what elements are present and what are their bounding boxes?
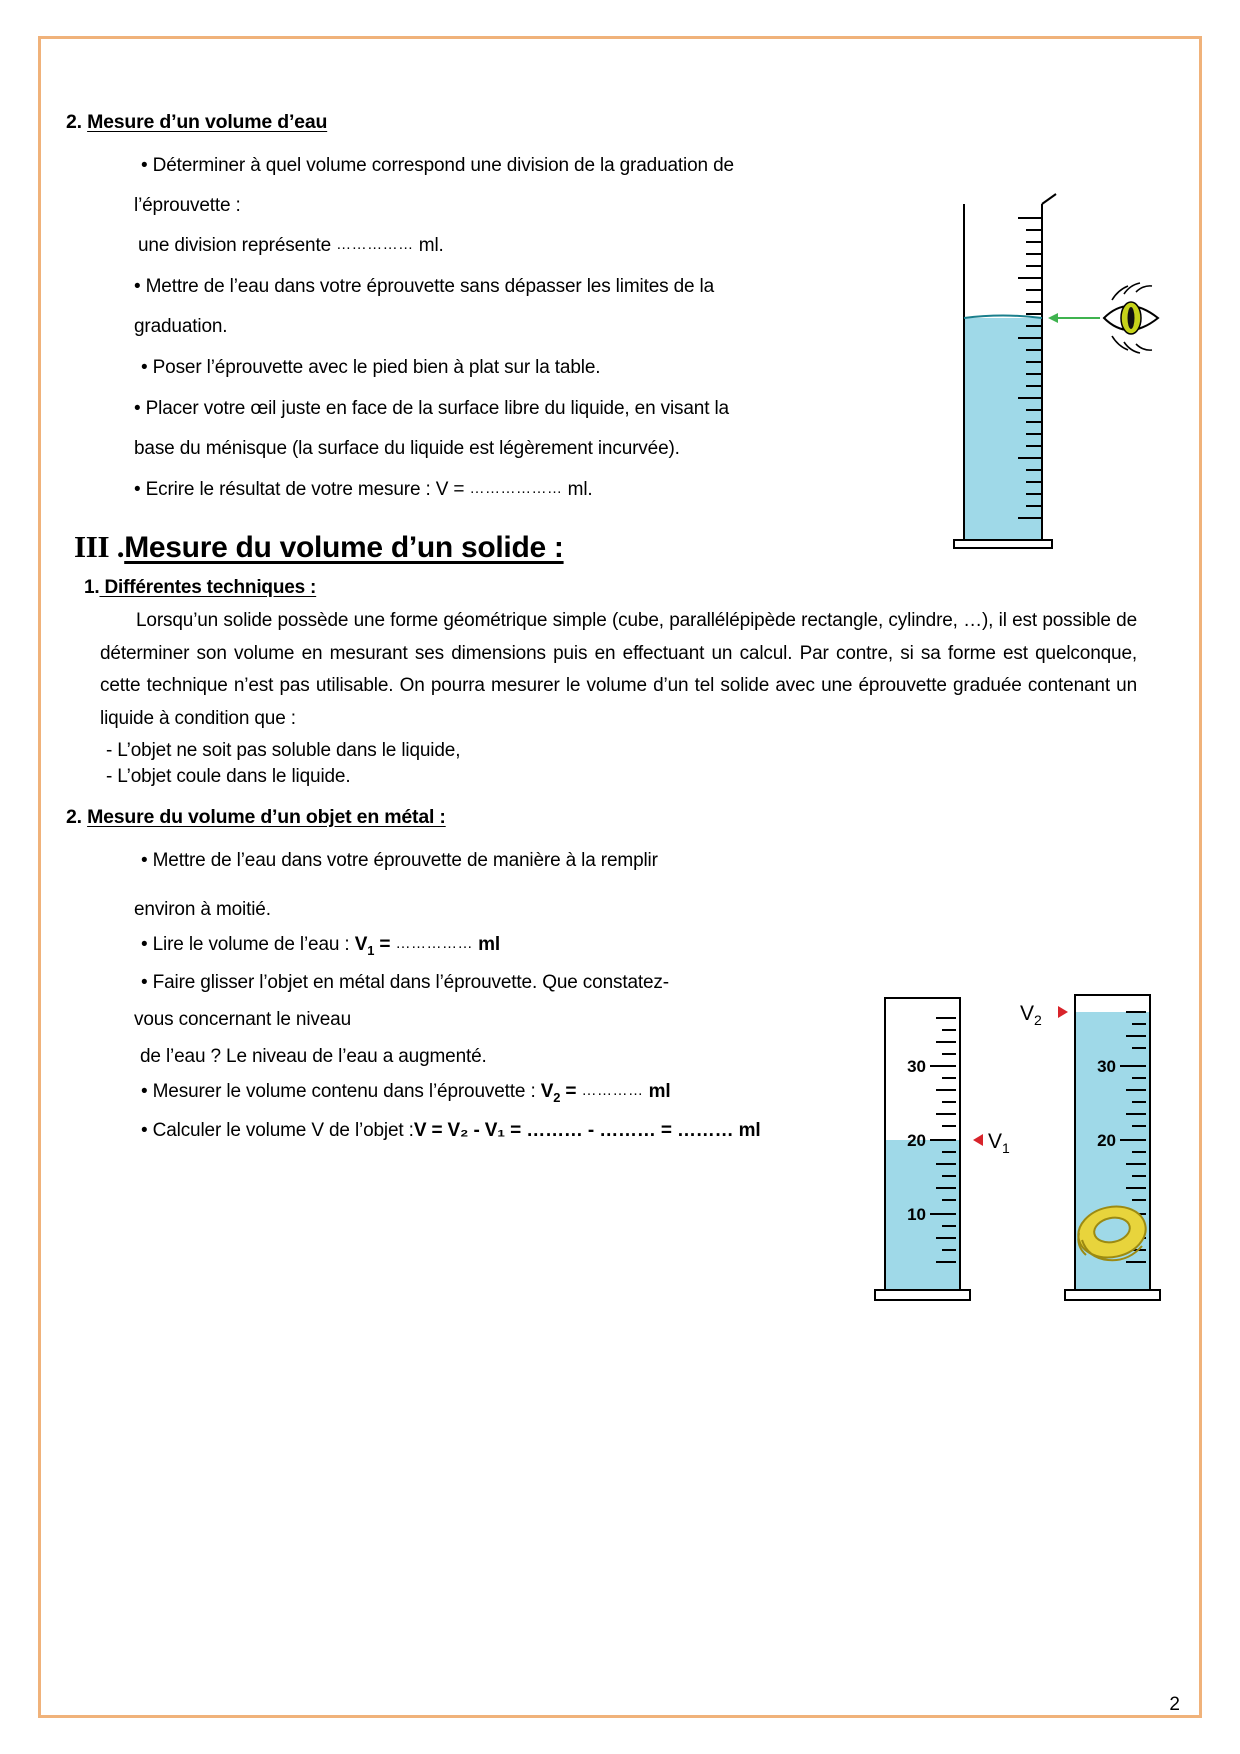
ecrire-blank-dots: ………………	[469, 480, 563, 497]
bullet-faire-glisser-line2: vous concernant le niveau	[134, 1009, 352, 1031]
paragraph-techniques	[100, 605, 1137, 736]
division-blank-dots: ……………	[336, 236, 414, 253]
bullet-lire-volume	[141, 935, 1137, 958]
v1-marker-label: $V_1$	[988, 1130, 1010, 1156]
subsection-1-heading	[84, 577, 1137, 599]
section-3-title: Mesure du volume d’un solide :	[124, 531, 564, 564]
bullet-faire-glisser-line1: • Faire glisser l’objet en métal dans l’éprouvette. Que constatez-	[141, 972, 669, 994]
lire-volume-sub: 1	[367, 942, 375, 958]
mesurer-volume-sub: 2	[553, 1090, 561, 1106]
page-number: 2	[1169, 1694, 1180, 1715]
bullet-mettre-eau-line2: graduation.	[134, 316, 228, 337]
calculer-volume-formula: V = V₂ - V₁ = ……… - ……… = ……… ml	[413, 1120, 761, 1142]
subsection-1-title: Différentes techniques :	[99, 577, 317, 598]
section-2-title: Mesure d’un volume d’eau	[87, 111, 328, 133]
eye-icon	[1104, 283, 1158, 353]
subsection-2-title: Mesure du volume d’un objet en métal :	[87, 805, 446, 828]
figure-two-cylinders	[870, 990, 1200, 1320]
right-cylinder	[1020, 995, 1160, 1300]
sight-arrow	[1048, 313, 1100, 323]
subsection-2-number: 2.	[66, 805, 82, 828]
v1-marker-arrow	[973, 1134, 983, 1146]
mesurer-volume-dots: …………	[581, 1082, 644, 1100]
left-label-10: 10	[907, 1205, 926, 1224]
cylinder-base	[954, 540, 1052, 548]
paragraph-techniques-text: Lorsqu’un solide possède une forme géométrique simple (cube, parallélépipède rectangle, cylindre, …), il est possible de déterminer son volume en mesurant ses dimensions puis en effectuant un calcul. Par contre, si sa forme est quelconque, cette technique n’est pas utilisable. On pourra mesurer le volume d’un tel solide avec une éprouvette graduée contenant un liquide à condition que :	[100, 610, 1137, 730]
bullet-faire-glisser-line3: de l’eau ? Le niveau de l’eau a augmenté.	[140, 1046, 487, 1068]
right-cylinder-base	[1065, 1290, 1160, 1300]
left-cylinder	[875, 998, 1010, 1300]
ecrire-unit: ml.	[567, 479, 593, 500]
left-label-30: 30	[907, 1057, 926, 1076]
lire-volume-eq: =	[374, 933, 396, 955]
section-2-heading	[66, 111, 1137, 134]
bullet-remplir-line2: environ à moitié.	[134, 898, 271, 920]
cylinder-lip	[1042, 194, 1056, 204]
calculer-volume-pre: • Calculer le volume V de l’objet :	[141, 1120, 414, 1142]
bullet-poser-eprouvette: • Poser l’éprouvette avec le pied bien à plat sur la table.	[141, 357, 601, 378]
left-label-20: 20	[907, 1131, 926, 1150]
bullet-remplir-line1: • Mettre de l’eau dans votre éprouvette de manière à la remplir	[141, 849, 658, 871]
cylinder-eye-svg	[952, 186, 1182, 576]
mesurer-volume-symbol: V	[540, 1081, 554, 1103]
condition-item-1: - L’objet ne soit pas soluble dans le liquide,	[106, 739, 461, 761]
mesurer-volume-pre: • Mesurer le volume contenu dans l’éprouvette :	[141, 1081, 541, 1103]
figure-cylinder-eye	[952, 186, 1182, 576]
division-unit: ml.	[418, 235, 444, 256]
bullet-placer-oeil-line1: • Placer votre œil juste en face de la surface libre du liquide, en visant la	[134, 398, 729, 419]
v2-marker-arrow	[1058, 1006, 1068, 1018]
lire-volume-pre: • Lire le volume de l’eau :	[141, 933, 355, 955]
bullet-determiner-line2: l’éprouvette :	[134, 195, 241, 216]
ecrire-text: • Ecrire le résultat de votre mesure : V =	[134, 479, 465, 500]
mesurer-volume-unit: ml	[643, 1081, 671, 1103]
section-3-roman: III .	[74, 529, 125, 564]
division-text: une division représente	[138, 235, 332, 256]
right-label-30: 30	[1097, 1057, 1116, 1076]
meniscus-line	[964, 316, 1042, 319]
condition-item-2: - L’objet coule dans le liquide.	[106, 765, 351, 787]
subsection-2-heading	[66, 806, 1137, 829]
left-cylinder-base	[875, 1290, 970, 1300]
lire-volume-unit: ml	[472, 933, 500, 955]
subsection-1-number: 1.	[84, 577, 100, 598]
bullet-determiner-line1: • Déterminer à quel volume correspond une division de la graduation de	[141, 155, 734, 176]
bullet-placer-oeil-line2: base du ménisque (la surface du liquide est légèrement incurvée).	[134, 438, 680, 459]
mesurer-volume-eq: =	[560, 1081, 582, 1103]
lire-volume-symbol: V	[354, 933, 368, 955]
two-cylinders-svg	[870, 990, 1200, 1320]
lire-volume-dots: ……………	[395, 934, 473, 952]
section-2-number: 2.	[66, 111, 82, 133]
v2-marker-label: $V_2$	[1020, 1002, 1042, 1028]
right-label-20: 20	[1097, 1131, 1116, 1150]
bullet-mettre-eau-line1: • Mettre de l’eau dans votre éprouvette sans dépasser les limites de la	[134, 276, 715, 297]
